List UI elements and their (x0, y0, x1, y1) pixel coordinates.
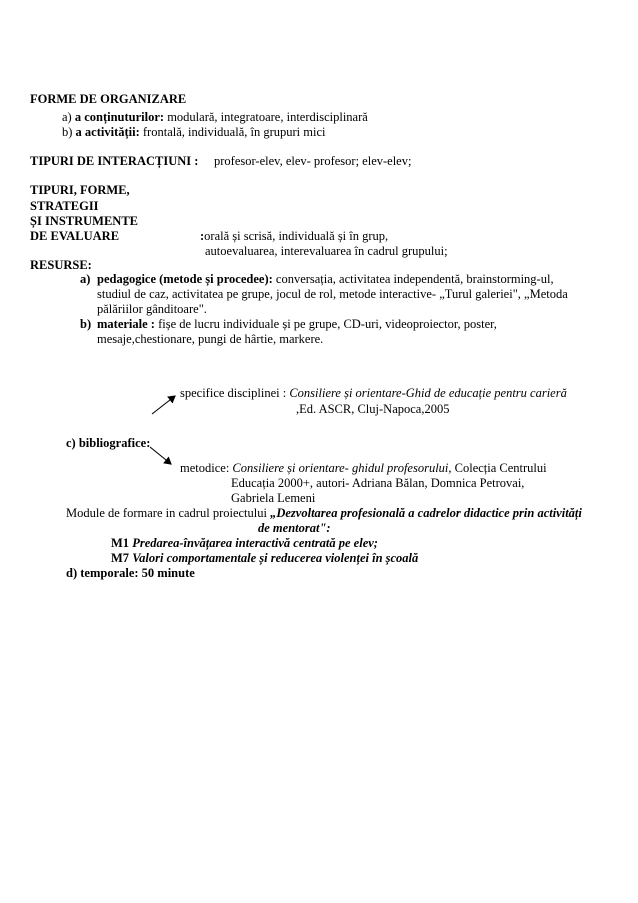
specifice-publisher: ,Ed. ASCR, Cluj-Napoca,2005 (296, 402, 450, 416)
forme-b-label: b) (62, 125, 76, 139)
specifice-title: Consiliere și orientare-Ghid de educație pentru carieră (289, 386, 567, 400)
resurse-a-line-2: studiul de caz, activitatea pe grupe, jocul de rol, metode interactive- „Turul galeriei", „Metoda (97, 287, 568, 301)
metodice-line-2: Educația 2000+, autori- Adriana Bălan, Domnica Petrovai, (231, 476, 525, 490)
module-prefix: Module de formare in cadrul proiectului (66, 506, 271, 520)
resurse-a-label: a) (80, 272, 91, 286)
forme-heading: FORME DE ORGANIZARE (30, 92, 187, 106)
metodice-line-3: Gabriela Lemeni (231, 491, 316, 505)
evaluare-text-1-body: orală și scrisă, individuală și în grup, (204, 229, 389, 243)
specifice-prefix: specifice disciplinei : (180, 386, 290, 400)
resurse-a-bold: pedagogice (metode și procedee): (97, 272, 273, 286)
arrow-up-icon (152, 396, 175, 414)
resurse-b-line-2: mesaje,chestionare, pungi de hârtie, markere. (97, 332, 324, 346)
resurse-b-text-1: fișe de lucru individuale și pe grupe, CD-uri, videoproiector, poster, (154, 317, 497, 331)
evaluare-line-2: STRATEGII (30, 199, 99, 213)
bibliografice-label: c) bibliografice: (66, 436, 151, 450)
forme-a-label: a) (62, 110, 75, 124)
module-title-1: „Dezvoltarea profesională a cadrelor didactice prin activități (270, 506, 582, 520)
evaluare-line-4: DE EVALUARE (30, 229, 120, 243)
forme-a-text: modulară, integratoare, interdisciplinară (164, 110, 368, 124)
m1-code: M1 (111, 536, 130, 550)
resurse-a-text-1: conversația, activitatea independentă, brainstorming-ul, (272, 272, 554, 286)
forme-b-text: frontală, individuală, în grupuri mici (139, 125, 326, 139)
arrow-down-icon (150, 447, 171, 464)
m7-title: Valori comportamentale și reducerea violenței în școală (129, 551, 419, 565)
metodice-text: Colecția Centrului (451, 461, 547, 475)
resurse-heading: RESURSE: (30, 258, 92, 272)
interactiuni-label: TIPURI DE INTERACȚIUNI : (30, 154, 199, 168)
m7-code: M7 (111, 551, 130, 565)
m1-title: Predarea-învățarea interactivă centrată pe elev; (129, 536, 378, 550)
metodice-title: Consiliere și orientare- ghidul profesorului, (232, 461, 452, 475)
resurse-b-label: b) (80, 317, 92, 331)
resurse-b-bold: materiale : (97, 317, 155, 331)
module-title-2: de mentorat": (258, 521, 331, 535)
forme-b-bold: a activității: (75, 125, 140, 139)
evaluare-line-3: ȘI INSTRUMENTE (30, 214, 139, 228)
metodice-prefix: metodice: (180, 461, 233, 475)
forme-a-bold: a conținuturilor: (74, 110, 165, 124)
evaluare-text-2: autoevaluarea, interevaluarea în cadrul grupului; (205, 244, 448, 258)
evaluare-colon: : (200, 229, 205, 243)
evaluare-line-1: TIPURI, FORME, (30, 183, 130, 197)
resurse-a-line-3: pălăriilor gânditoare". (97, 302, 207, 316)
temporale-line: d) temporale: 50 minute (66, 566, 195, 580)
interactiuni-text: profesor-elev, elev- profesor; elev-elev; (214, 154, 412, 168)
